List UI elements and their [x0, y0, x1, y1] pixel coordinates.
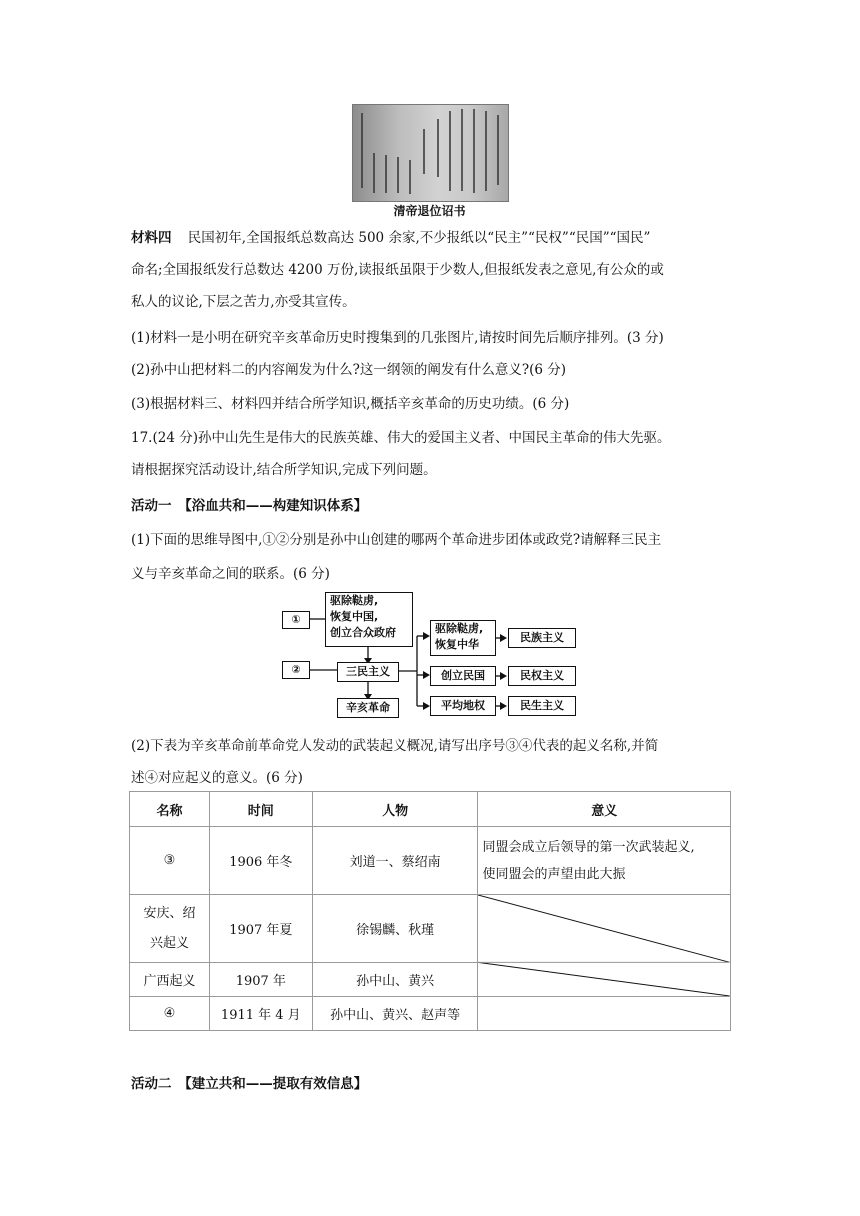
uprising-table	[129, 791, 731, 1031]
question-16-3: (3)根据材料三、材料四并结合所学知识,概括辛亥革命的历史功绩。(6 分)	[131, 396, 570, 412]
table-header-time: 时间	[209, 792, 312, 827]
table-row	[130, 827, 731, 895]
table-cell-time: 1907 年夏	[209, 895, 312, 963]
material4-label: 材料四	[131, 230, 172, 246]
table-header-people: 人物	[312, 792, 478, 827]
question-17-line-1: 17.(24 分)孙中山先生是伟大的民族英雄、伟大的爱国主义者、中国民主革命的伟大先驱。	[131, 430, 671, 446]
table-cell-people: 孙中山、黄兴、赵声等	[312, 997, 478, 1031]
activity1-q2-line-2: 述④对应起义的意义。(6 分)	[131, 770, 303, 786]
activity2-title: 活动二 【建立共和——提取有效信息】	[131, 1076, 368, 1092]
table-header-significance: 意义	[478, 792, 731, 827]
table-cell-people: 孙中山、黄兴	[312, 963, 478, 997]
mindmap-branch-1: 驱除鞑虏, 恢复中华	[430, 620, 496, 656]
mindmap-livelihood: 民生主义	[508, 696, 576, 716]
table-cell-name: ④	[130, 997, 210, 1031]
activity1-q1-line-2: 义与辛亥革命之间的联系。(6 分)	[131, 566, 330, 582]
table-row	[130, 997, 731, 1031]
table-header-row	[130, 792, 731, 827]
table-cell-significance	[478, 997, 731, 1031]
mindmap-revolution-box: 辛亥革命	[337, 698, 399, 718]
mindmap-oath-box: 驱除鞑虏, 恢复中国, 创立合众政府	[325, 592, 413, 647]
material4-line-1: 材料四 民国初年,全国报纸总数高达 500 余家,不少报纸以“民主”“民权”“民国”“国民”	[131, 230, 651, 246]
table-cell-significance-blank	[478, 895, 731, 997]
table-cell-people: 徐锡麟、秋瑾	[312, 895, 478, 963]
material4-line-3: 私人的议论,下层之苦力,亦受其宣传。	[131, 294, 356, 310]
mind-map	[280, 592, 580, 720]
table-cell-people: 刘道一、蔡绍南	[312, 827, 478, 895]
abdication-edict-photo	[352, 104, 509, 202]
mindmap-nationalism: 民族主义	[508, 628, 576, 648]
question-17-line-2: 请根据探究活动设计,结合所学知识,完成下列问题。	[131, 462, 437, 478]
mindmap-branch-2: 创立民国	[430, 666, 496, 686]
diagonal-strike	[478, 895, 730, 996]
table-row	[130, 895, 731, 963]
table-header-name: 名称	[130, 792, 210, 827]
table-cell-time: 1911 年 4 月	[209, 997, 312, 1031]
question-16-2: (2)孙中山把材料二的内容阐发为什么?这一纲领的阐发有什么意义?(6 分)	[131, 362, 567, 378]
material4-line-2: 命名;全国报纸发行总数达 4200 万份,读报纸虽限于少数人,但报纸发表之意见,有公众的或	[131, 262, 664, 278]
table-cell-time: 1906 年冬	[209, 827, 312, 895]
photo-caption: 清帝退位诏书	[393, 204, 466, 218]
table-cell-significance: 同盟会成立后领导的第一次武装起义, 使同盟会的声望由此大振	[478, 827, 731, 895]
mindmap-democracy: 民权主义	[508, 666, 576, 686]
mindmap-branch-3: 平均地权	[430, 696, 496, 716]
table-cell-time: 1907 年	[209, 963, 312, 997]
mindmap-center-box: 三民主义	[337, 662, 399, 682]
activity1-title: 活动一 【浴血共和——构建知识体系】	[131, 498, 368, 514]
table-cell-name: 安庆、绍 兴起义	[130, 895, 210, 963]
table-cell-name: ③	[130, 827, 210, 895]
question-16-1: (1)材料一是小明在研究辛亥革命历史时搜集到的几张图片,请按时间先后顺序排列。(3 分)	[131, 330, 664, 346]
mindmap-node-1: ①	[282, 611, 310, 629]
activity1-q2-line-1: (2)下表为辛亥革命前革命党人发动的武装起义概况,请写出序号③④代表的起义名称,并简	[131, 738, 659, 754]
mindmap-node-2: ②	[282, 661, 310, 679]
activity1-q1-line-1: (1)下面的思维导图中,①②分别是孙中山创建的哪两个革命进步团体或政党?请解释三民主	[131, 532, 662, 548]
table-cell-name: 广西起义	[130, 963, 210, 997]
